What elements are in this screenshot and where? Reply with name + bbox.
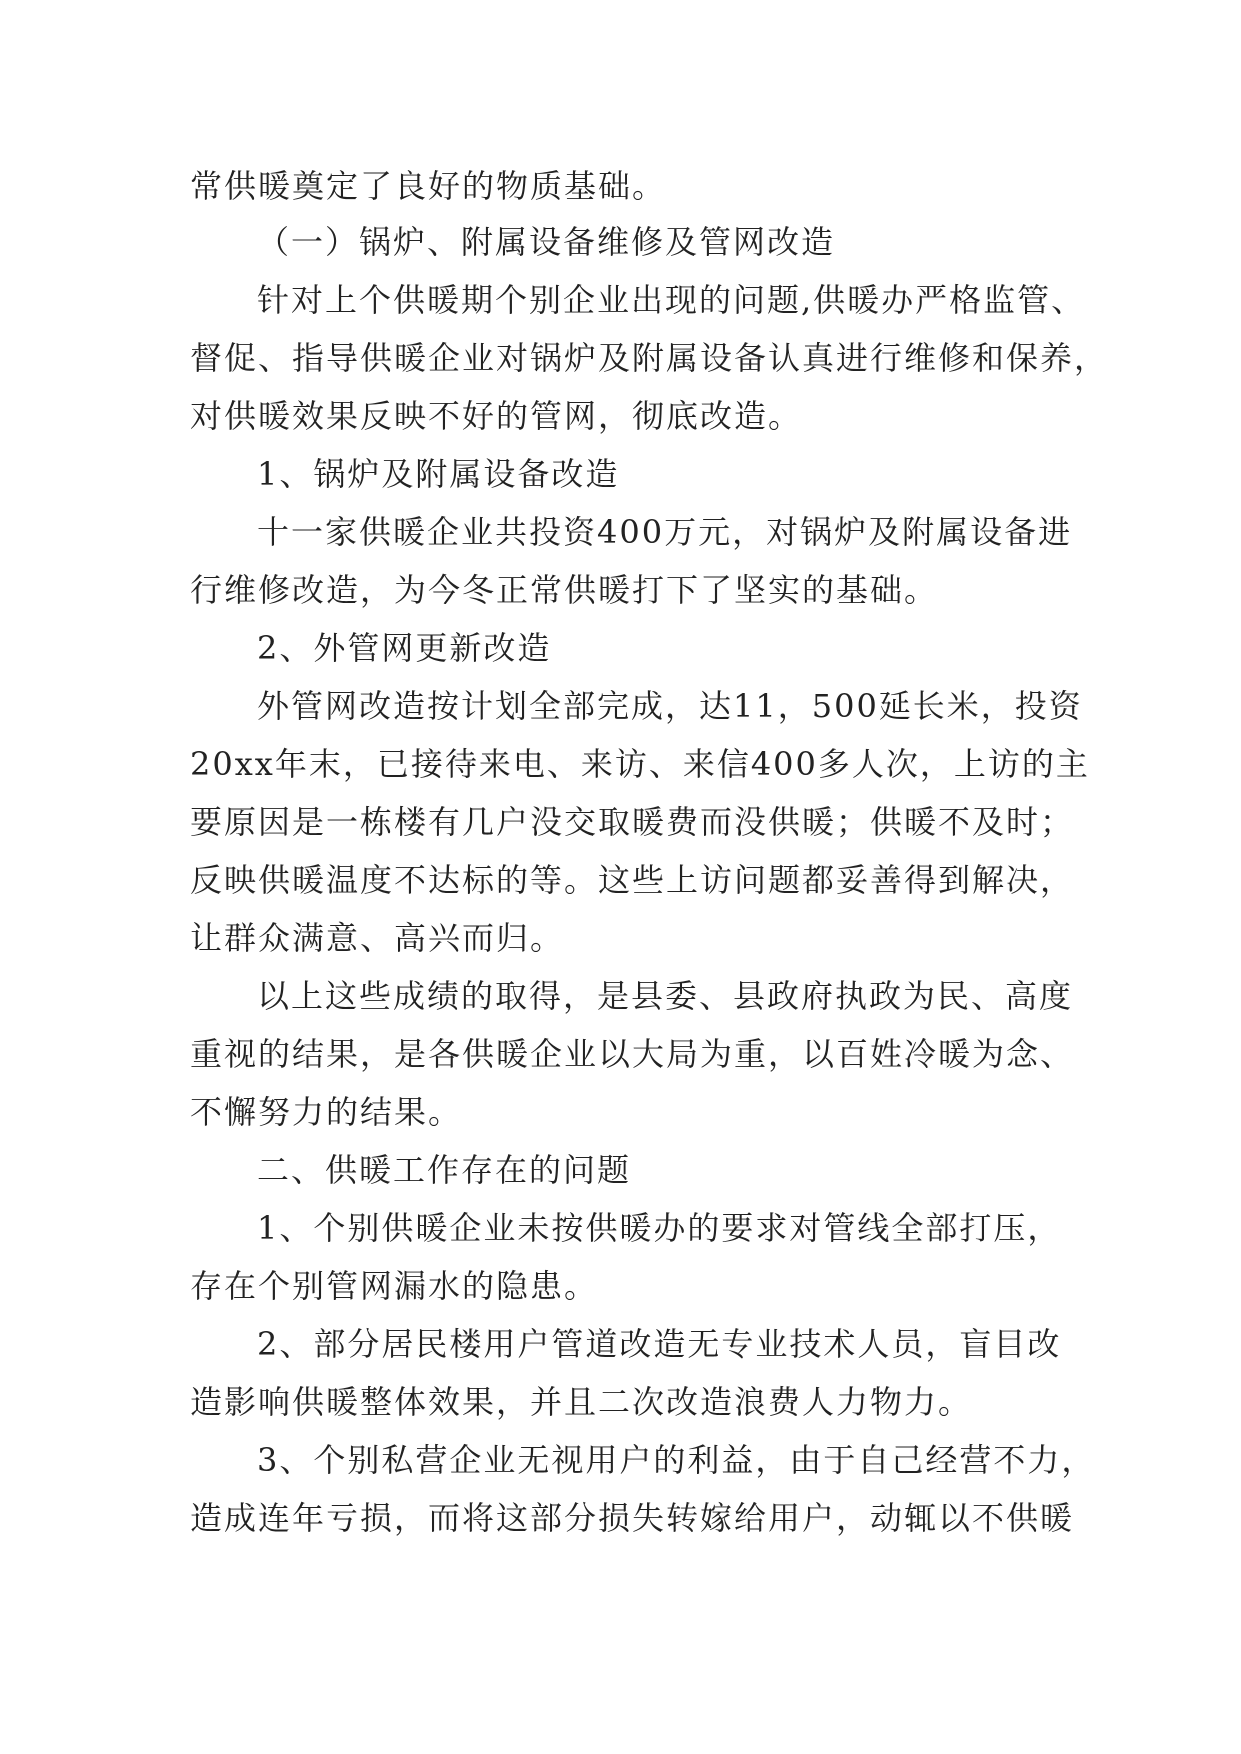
- text-line: 督促、指导供暖企业对锅炉及附属设备认真进行维修和保养，: [190, 339, 1109, 377]
- text-line: 不懈努力的结果。: [190, 1093, 463, 1131]
- text-line: 1、个别供暖企业未按供暖办的要求对管线全部打压，: [257, 1209, 1062, 1247]
- text-line: 3、个别私营企业无视用户的利益，由于自己经营不力，: [257, 1441, 1096, 1479]
- text-line: 常供暖奠定了良好的物质基础。: [190, 167, 667, 205]
- text-line: 重视的结果，是各供暖企业以大局为重，以百姓冷暖为念、: [190, 1035, 1075, 1073]
- subsection-heading: 2、外管网更新改造: [257, 629, 552, 667]
- text-line: 20xx年末，已接待来电、来访、来信400多人次，上访的主: [190, 745, 1090, 783]
- text-line: 反映供暖温度不达标的等。这些上访问题都妥善得到解决，: [190, 861, 1075, 899]
- text-line: 2、部分居民楼用户管道改造无专业技术人员，盲目改: [257, 1325, 1062, 1363]
- text-line: 要原因是一栋楼有几户没交取暖费而没供暖；供暖不及时；: [190, 803, 1075, 841]
- text-line: 存在个别管网漏水的隐患。: [190, 1267, 599, 1305]
- text-line: 以上这些成绩的取得，是县委、县政府执政为民、高度: [257, 977, 1074, 1015]
- section-heading: （一）锅炉、附属设备维修及管网改造: [257, 223, 836, 261]
- section-heading: 二、供暖工作存在的问题: [257, 1151, 632, 1189]
- text-line: 造成连年亏损，而将这部分损失转嫁给用户，动辄以不供暖: [190, 1499, 1075, 1537]
- text-line: 外管网改造按计划全部完成，达11，500延长米，投资: [257, 687, 1083, 725]
- text-line: 针对上个供暖期个别企业出现的问题,供暖办严格监管、: [257, 281, 1086, 319]
- text-line: 造影响供暖整体效果，并且二次改造浪费人力物力。: [190, 1383, 973, 1421]
- text-line: 对供暖效果反映不好的管网，彻底改造。: [190, 397, 803, 435]
- text-line: 十一家供暖企业共投资400万元，对锅炉及附属设备进: [257, 513, 1073, 551]
- text-line: 行维修改造，为今冬正常供暖打下了坚实的基础。: [190, 571, 939, 609]
- text-line: 让群众满意、高兴而归。: [190, 919, 565, 957]
- subsection-heading: 1、锅炉及附属设备改造: [257, 455, 620, 493]
